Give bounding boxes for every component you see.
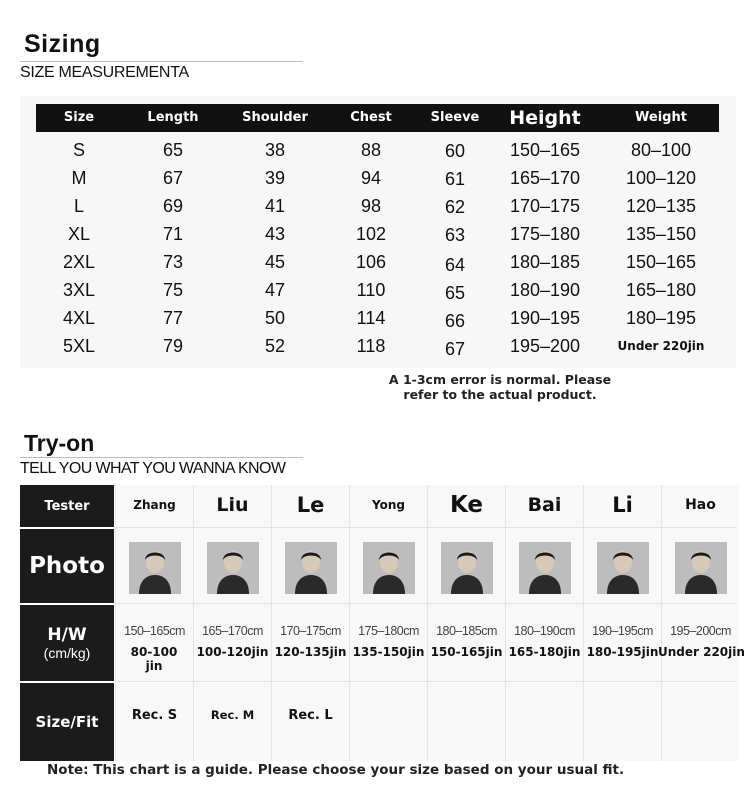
tester-name: Hao bbox=[685, 497, 716, 513]
tester-fit: Rec. L bbox=[288, 708, 333, 723]
size-cell: 61 bbox=[444, 169, 466, 189]
size-cell: 45 bbox=[264, 252, 286, 272]
size-cell: 65 bbox=[444, 283, 466, 303]
label-tester bbox=[20, 485, 114, 527]
size-cell: 66 bbox=[444, 311, 466, 331]
tester-photo bbox=[207, 542, 259, 594]
size-cell: 39 bbox=[264, 168, 286, 188]
size-cell: 47 bbox=[264, 280, 286, 300]
size-cell: 98 bbox=[360, 196, 382, 216]
size-cell: 100–120 bbox=[625, 168, 697, 188]
tester-height: 180–185cm bbox=[436, 624, 497, 638]
error-note bbox=[380, 372, 620, 402]
header-chest: Chest bbox=[350, 110, 392, 125]
size-cell: 175–180 bbox=[509, 224, 581, 244]
tester-weight: 135-150jin bbox=[352, 645, 425, 659]
row-divider bbox=[114, 603, 736, 604]
header-size: Size bbox=[63, 110, 95, 125]
size-cell: 43 bbox=[264, 224, 286, 244]
tryon-title: Try-on bbox=[24, 430, 95, 456]
tester-height: 180–190cm bbox=[514, 624, 575, 638]
tester-name: Zhang bbox=[133, 498, 176, 512]
tester-photo bbox=[129, 542, 181, 594]
label-hw-unit: (cm/kg) bbox=[43, 645, 91, 661]
size-cell: 62 bbox=[444, 197, 466, 217]
tester-name: Li bbox=[612, 493, 633, 517]
header-shoulder: Shoulder bbox=[242, 110, 308, 125]
size-cell: 60 bbox=[444, 141, 466, 161]
tester-photo bbox=[675, 542, 727, 594]
tester-weight: 165-180jin bbox=[508, 645, 581, 659]
size-cell: 64 bbox=[444, 255, 466, 275]
size-cell: 67 bbox=[162, 168, 184, 188]
size-cell: 79 bbox=[162, 336, 184, 356]
size-cell: 170–175 bbox=[509, 196, 581, 216]
size-cell: L bbox=[73, 196, 84, 216]
size-row bbox=[20, 332, 736, 360]
size-cell: 165–170 bbox=[509, 168, 581, 188]
size-table bbox=[20, 96, 736, 368]
tester-weight: 150-165jin bbox=[430, 645, 503, 659]
size-table-header bbox=[36, 104, 719, 132]
size-cell: 135–150 bbox=[625, 224, 697, 244]
tester-photo bbox=[285, 542, 337, 594]
header-height: Height bbox=[509, 107, 581, 129]
sizing-divider bbox=[20, 61, 303, 62]
size-cell: 94 bbox=[360, 168, 382, 188]
size-row bbox=[20, 276, 736, 304]
tester-weight: 80-100 jin bbox=[130, 645, 178, 673]
header-weight: Weight bbox=[635, 110, 687, 125]
tester-height: 195–200cm bbox=[670, 624, 731, 638]
size-row bbox=[20, 136, 736, 164]
tester-name: Le bbox=[296, 493, 325, 517]
size-row bbox=[20, 248, 736, 276]
size-cell: M bbox=[71, 168, 87, 188]
size-cell: 75 bbox=[162, 280, 184, 300]
size-cell: 150–165 bbox=[509, 140, 581, 160]
tester-height: 150–165cm bbox=[124, 624, 185, 638]
error-note-line-2: refer to the actual product. bbox=[403, 387, 597, 402]
size-cell: 67 bbox=[444, 339, 466, 359]
size-cell: XL bbox=[67, 224, 91, 244]
tester-name: Yong bbox=[372, 498, 405, 512]
tester-height: 175–180cm bbox=[358, 624, 419, 638]
size-cell: 50 bbox=[264, 308, 286, 328]
size-cell: 190–195 bbox=[509, 308, 581, 328]
size-cell: 195–200 bbox=[509, 336, 581, 356]
sizing-subtitle: SIZE MEASUREMENTA bbox=[20, 64, 189, 81]
size-cell: 114 bbox=[356, 308, 386, 328]
size-row bbox=[20, 304, 736, 332]
size-cell: 110 bbox=[356, 280, 386, 300]
size-cell: 106 bbox=[355, 252, 387, 272]
size-row bbox=[20, 164, 736, 192]
row-divider bbox=[114, 681, 736, 682]
size-cell: 118 bbox=[356, 336, 386, 356]
bottom-note: Note: This chart is a guide. Please choose your size based on your usual fit. bbox=[47, 762, 625, 778]
size-cell: 73 bbox=[162, 252, 184, 272]
size-cell: Under 220jin bbox=[617, 339, 705, 353]
tester-fit: Rec. S bbox=[131, 708, 178, 723]
tester-photo bbox=[519, 542, 571, 594]
label-hw-text: H/W bbox=[47, 625, 87, 645]
label-photo bbox=[20, 529, 114, 603]
tryon-subtitle: TELL YOU WHAT YOU WANNA KNOW bbox=[20, 460, 286, 477]
tester-photo bbox=[363, 542, 415, 594]
tester-name: Bai bbox=[527, 494, 562, 516]
size-cell: 5XL bbox=[62, 336, 96, 356]
size-table-body bbox=[20, 136, 736, 360]
size-row bbox=[20, 192, 736, 220]
size-cell: 120–135 bbox=[625, 196, 697, 216]
size-cell: 69 bbox=[162, 196, 184, 216]
size-cell: 80–100 bbox=[630, 140, 692, 160]
size-cell: 102 bbox=[355, 224, 387, 244]
label-photo-text: Photo bbox=[29, 553, 105, 579]
header-sleeve: Sleeve bbox=[430, 110, 480, 125]
size-cell: 71 bbox=[162, 224, 184, 244]
size-cell: 180–190 bbox=[509, 280, 581, 300]
size-cell: 2XL bbox=[62, 252, 96, 272]
label-hw bbox=[20, 605, 114, 681]
tester-name: Ke bbox=[449, 492, 484, 518]
size-cell: 38 bbox=[264, 140, 286, 160]
size-cell: 3XL bbox=[62, 280, 96, 300]
size-cell: 180–185 bbox=[509, 252, 581, 272]
size-cell: 52 bbox=[264, 336, 286, 356]
tester-weight: Under 220jin bbox=[658, 645, 745, 659]
size-cell: 88 bbox=[360, 140, 382, 160]
label-tester-text: Tester bbox=[44, 498, 90, 514]
tester-photo bbox=[441, 542, 493, 594]
tester-weight: 120-135jin bbox=[274, 645, 347, 659]
tester-height: 190–195cm bbox=[592, 624, 653, 638]
tester-fit: Rec. M bbox=[210, 708, 255, 722]
tester-weight: 100-120jin bbox=[196, 645, 269, 659]
tester-height: 165–170cm bbox=[202, 624, 263, 638]
sizing-title: Sizing bbox=[24, 30, 101, 58]
size-cell: S bbox=[72, 140, 85, 160]
label-size-fit-text: Size/Fit bbox=[35, 713, 99, 731]
label-size-fit bbox=[20, 683, 114, 761]
size-cell: 41 bbox=[264, 196, 286, 216]
tester-height: 170–175cm bbox=[280, 624, 341, 638]
size-cell: 77 bbox=[162, 308, 184, 328]
header-length: Length bbox=[147, 110, 199, 125]
size-row bbox=[20, 220, 736, 248]
tryon-divider bbox=[20, 457, 303, 458]
tester-photo bbox=[597, 542, 649, 594]
tryon-table bbox=[20, 485, 745, 761]
error-note-line-1: A 1-3cm error is normal. Please bbox=[388, 372, 612, 387]
tester-name: Liu bbox=[216, 494, 249, 516]
size-cell: 180–195 bbox=[625, 308, 697, 328]
size-cell: 65 bbox=[162, 140, 184, 160]
size-cell: 4XL bbox=[62, 308, 96, 328]
row-divider bbox=[114, 527, 736, 528]
size-cell: 150–165 bbox=[625, 252, 697, 272]
tester-weight: 180-195jin bbox=[586, 645, 659, 659]
size-cell: 63 bbox=[444, 225, 466, 245]
size-cell: 165–180 bbox=[625, 280, 697, 300]
